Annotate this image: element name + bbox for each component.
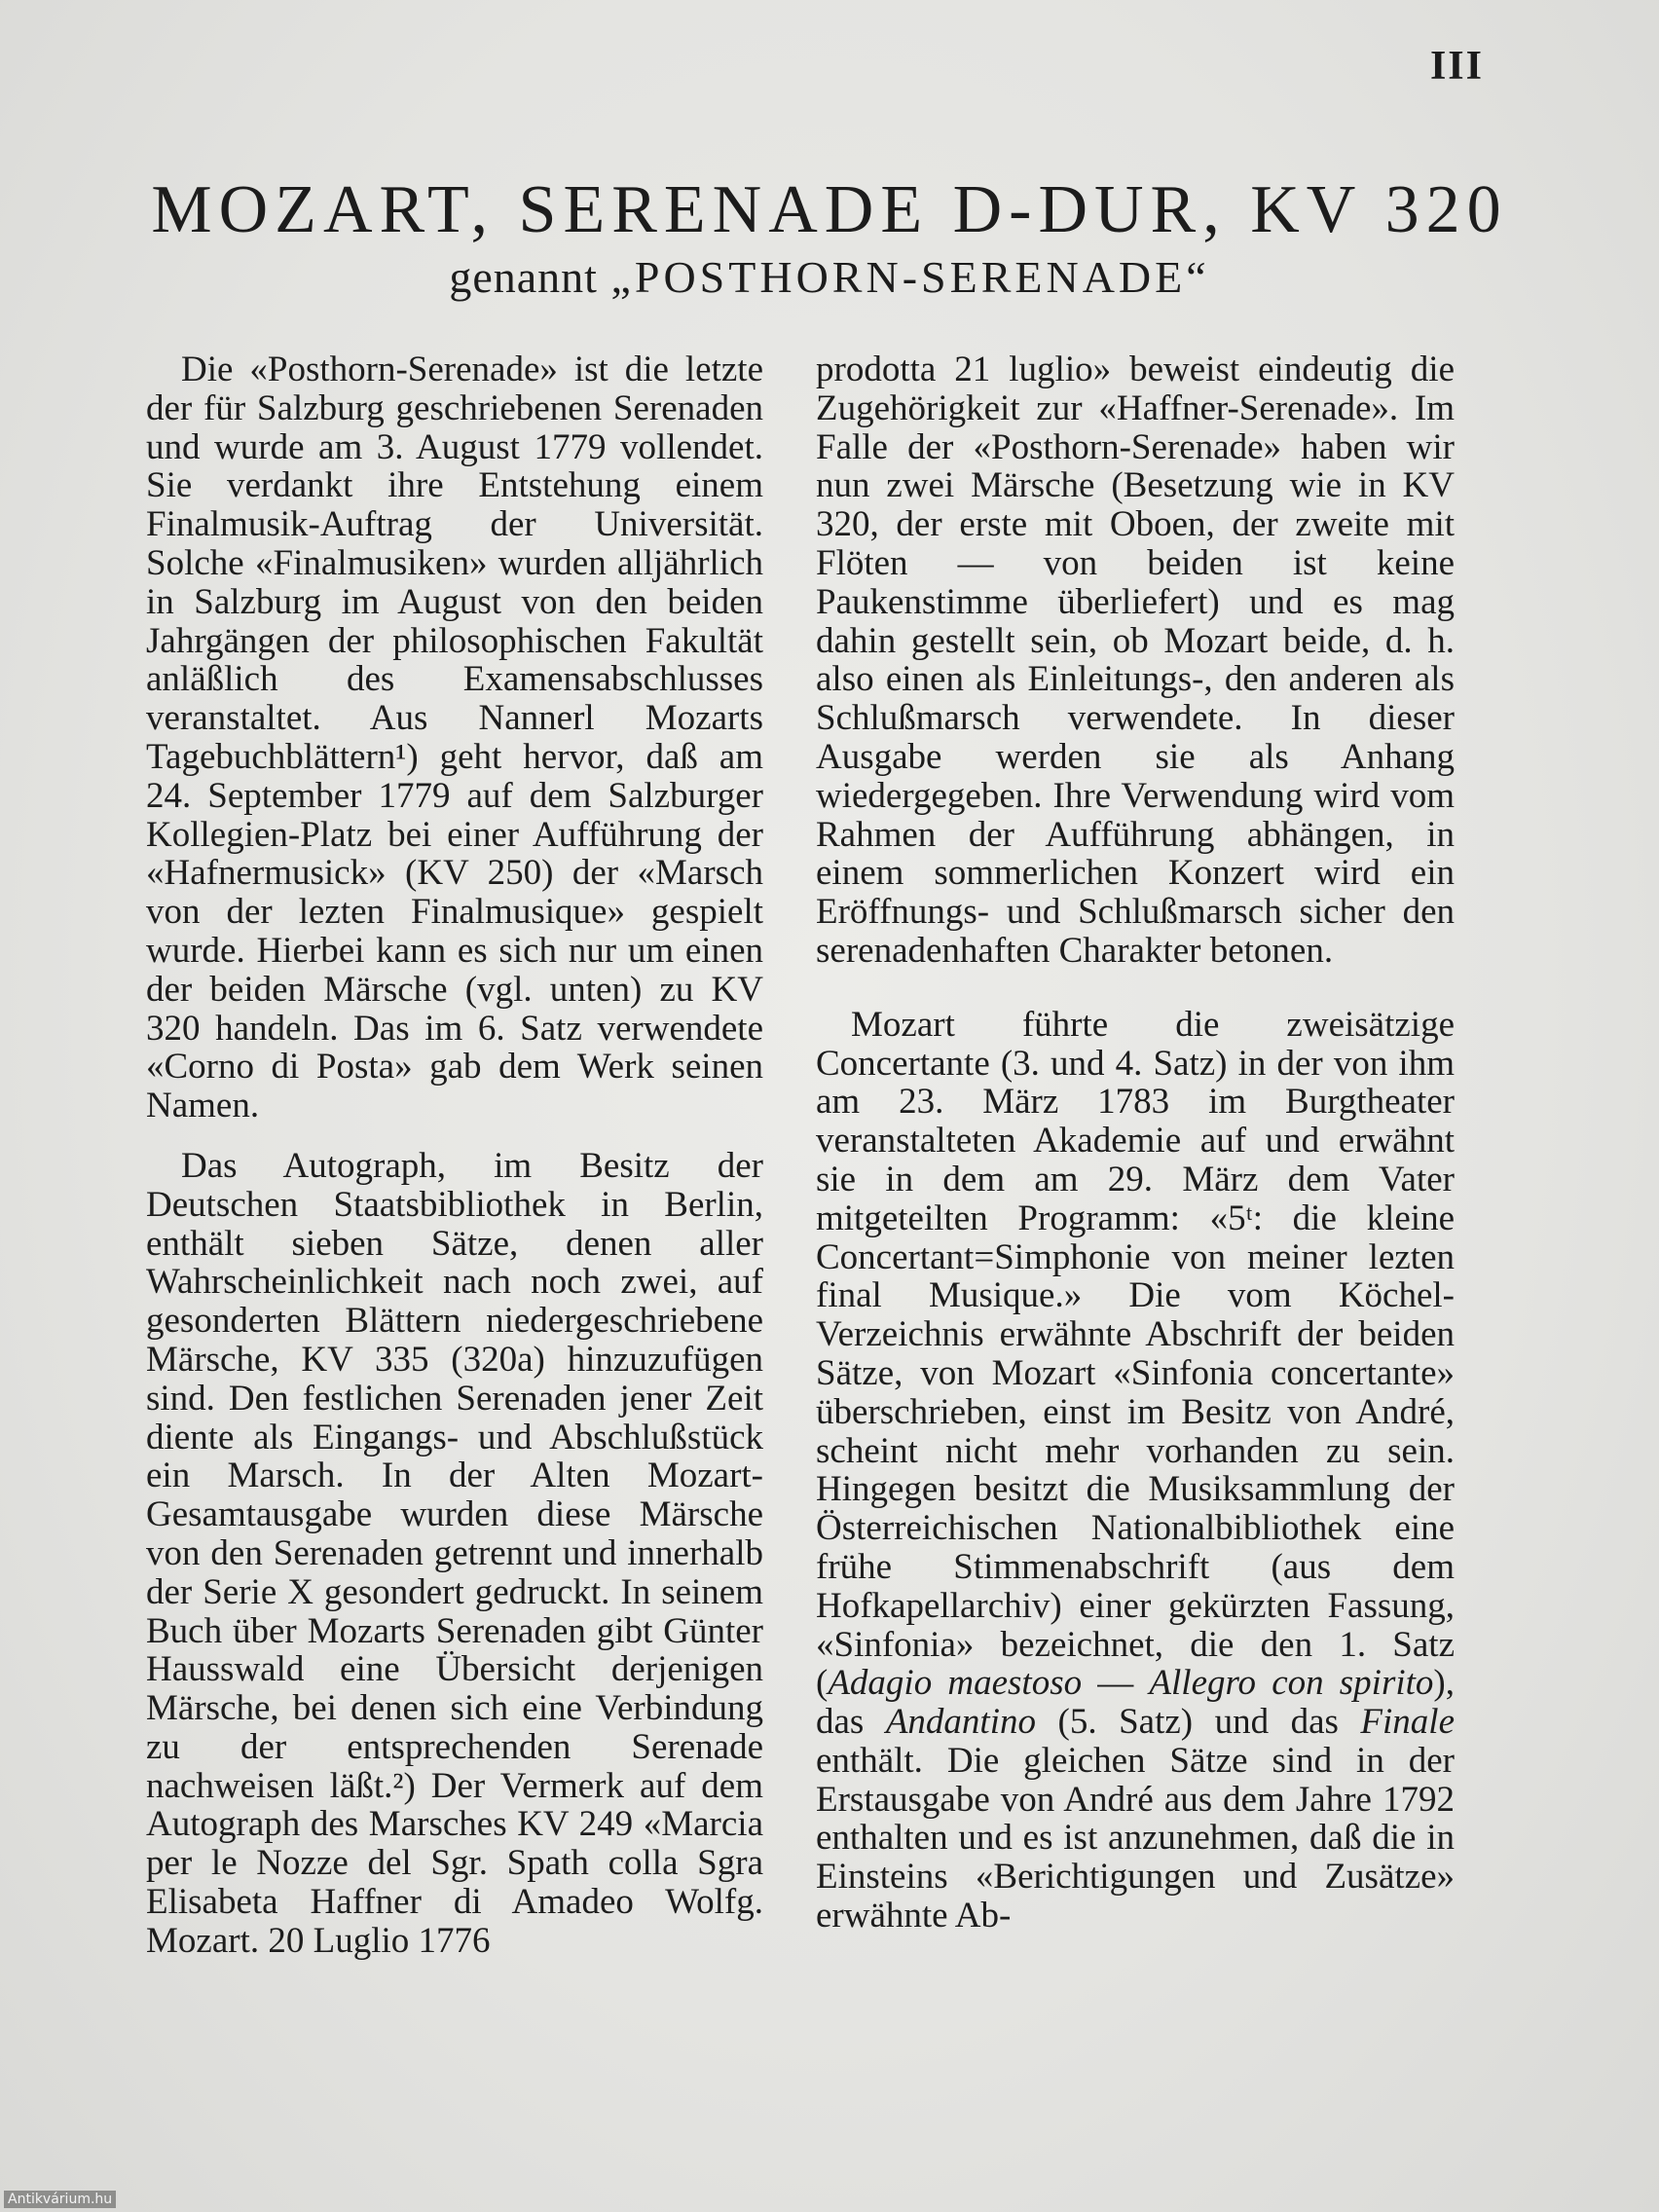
page-number: III (1429, 44, 1484, 89)
subtitle-prefix: genannt (449, 252, 598, 302)
right-paragraph-2 (816, 1006, 1455, 1936)
dash-separator: — (1082, 1663, 1150, 1704)
right-paragraph-1: prodotta 21 luglio» beweist eindeutig die Zugehörigkeit zur «Haffner-Serenade». Im Falle der «Posthorn-Serenade» haben wir nun zwei Märsche (Besetzung wie in KV 320, der erste mit Oboen, der zweite mit Flöten — von beiden ist keine Paukenstimme überliefert) und es mag dahin gestellt sein, ob Mozart beide, d. h. also einen als Einleitungs-, den anderen als Schlußmarsch verwendete. In dieser Ausgabe werden sie als Anhang wiedergegeben. Ihre Verwendung wird vom Rahmen der Aufführung abhängen, in einem sommerlichen Konzert wird ein Eröffnungs- und Schlußmarsch sicher den serenadenhaften Charakter betonen. (816, 350, 1455, 971)
subtitle-main: „POSTHORN-SERENADE“ (610, 252, 1210, 302)
left-paragraph-2: Das Autograph, im Besitz der Deutschen Staatsbibliothek in Berlin, enthält sieben Sätze, denen aller Wahrscheinlichkeit nach noch zwei, auf gesonderten Blättern niedergeschriebene Märsche, KV 335 (320a) hinzuzufügen sind. Den festlichen Serenaden jener Zeit diente als Eingangs- und Abschlußstück ein Marsch. In der Alten Mozart-Gesamtausgabe wurden diese Märsche von den Serenaden getrennt und innerhalb der Serie X gesondert gedruckt. In seinem Buch über Mozarts Serenaden gibt Günter Hausswald eine Übersicht derjenigen Märsche, bei denen sich eine Verbindung zu der entsprechenden Serenade nachweisen läßt.²) Der Vermerk auf dem Autograph des Marsches KV 249 «Marcia per le Nozze del Sgr. Spath colla Sgra Elisabeta Haffner di Amadeo Wolfg. Mozart. 20 Luglio 1776 (146, 1145, 763, 1961)
watermark: Antikvárium.hu (4, 2191, 116, 2208)
right-paragraph-2-text-c: (5. Satz) und das (1036, 1702, 1361, 1743)
page-title: MOZART, SERENADE D-DUR, KV 320 (151, 172, 1508, 247)
tempo-marking: Finale (1360, 1702, 1455, 1743)
right-column (816, 350, 1455, 1936)
right-paragraph-2-text-d: enthält. Die gleichen Sätze sind in der Erstausgabe von André aus dem Jahre 1792 enthalten und es ist anzunehmen, daß die in Einsteins «Berichtigungen und Zusätze» erwähnte Ab- (816, 1740, 1455, 1936)
right-paragraph-2-text-a: Mozart führte die zweisätzige Concertante (3. und 4. Satz) in der von ihm am 23. März 1783 im Burgtheater veranstalteten Akademie auf und erwähnt sie in dem am 29. März dem Vater mitgeteilten Programm: «5ᵗ: die kleine Concertant=Simphonie von meiner lezten final Musique.» Die vom Köchel-Verzeichnis erwähnte Abschrift der beiden Sätze, von Mozart «Sinfonia concertante» überschrieben, einst im Besitz von André, scheint nicht mehr vorhanden zu sein. Hingegen besitzt die Musiksammlung der Österreichischen Nationalbibliothek eine frühe Stimmenabschrift (aus dem Hofkapellarchiv) einer gekürzten Fassung, «Sinfonia» bezeichnet, die den 1. Satz ( (816, 1004, 1455, 1704)
right-paragraph-2-text-b: ), das (816, 1663, 1455, 1743)
page-subtitle (0, 251, 1659, 304)
left-column (146, 350, 763, 1961)
left-paragraph-1: Die «Posthorn-Serenade» ist die letzte der für Salzburg geschriebenen Serenaden und wurde am 3. August 1779 vollendet. Sie verdankt ihre Entstehung einem Finalmusik-Auftrag der Universität. Solche «Finalmusiken» wurden alljährlich in Salzburg im August von den beiden Jahrgängen der philosophischen Fakultät anläßlich des Examensabschlusses veranstaltet. Aus Nannerl Mozarts Tagebuchblättern¹) geht hervor, daß am 24. September 1779 auf dem Salzburger Kollegien-Platz bei einer Aufführung der «Hafnermusick» (KV 250) der «Marsch von der lezten Finalmusique» gespielt wurde. Hierbei kann es sich nur um einen der beiden Märsche (vgl. unten) zu KV 320 handeln. Das im 6. Satz verwendete «Corno di Posta» gab dem Werk seinen Namen. (146, 350, 763, 1126)
tempo-marking: Allegro con spirito (1149, 1663, 1434, 1704)
tempo-marking: Andantino (885, 1702, 1036, 1743)
tempo-marking: Adagio maestoso (828, 1663, 1083, 1704)
